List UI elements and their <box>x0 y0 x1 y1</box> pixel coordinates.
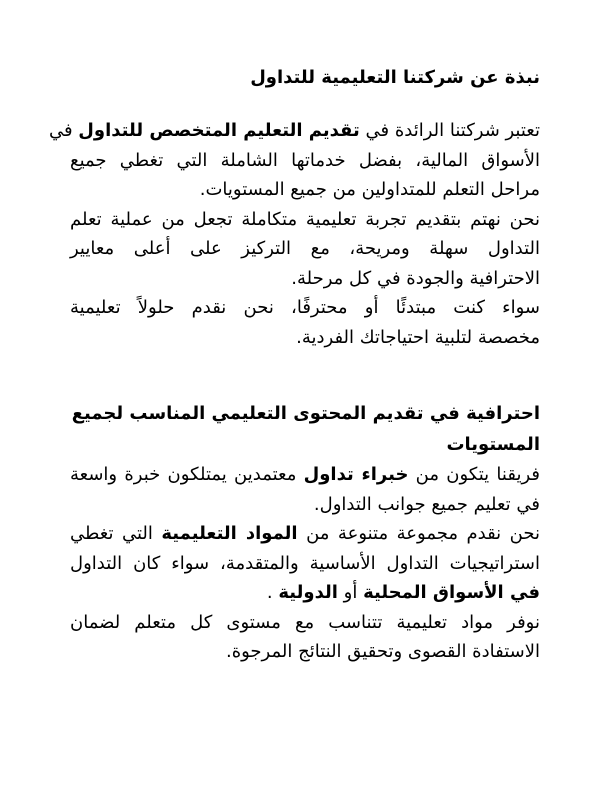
text-run: أو <box>337 582 364 603</box>
paragraph-line: استراتيجيات التداول الأساسية والمتقدمة، سواء كان التداول <box>70 552 540 574</box>
bold-text-run: تقديم التعليم المتخصص للتداول <box>78 120 360 141</box>
section-professional-heading-line: احترافية في تقديم المحتوى التعليمي المناسب لجميع <box>71 403 540 424</box>
bold-text-run: الدولية <box>278 582 338 603</box>
text-run: تعتبر شركتنا الرائدة في <box>359 120 540 141</box>
paragraph-line: الاحترافية والجودة في كل مرحلة. <box>291 267 540 289</box>
paragraph-line <box>70 519 540 549</box>
paragraph-line: سواء كنت مبتدئًا أو محترفًا، نحن نقدم حلولاً تعليمية <box>70 297 540 318</box>
paragraph-line <box>48 116 540 146</box>
paragraph-line <box>70 460 540 490</box>
bold-text-run: في الأسواق المحلية <box>363 582 540 603</box>
text-run: معتمدين يمتلكون خبرة واسعة <box>70 464 304 485</box>
bold-text-run: المواد التعليمية <box>161 523 298 544</box>
section-professional-heading-line: المستويات <box>446 434 540 455</box>
section-about-paragraph <box>48 116 540 352</box>
section-professional-paragraph <box>70 460 540 667</box>
section-about-heading: نبذة عن شركتنا التعليمية للتداول <box>250 67 540 88</box>
paragraph-line: مخصصة لتلبية احتياجاتك الفردية. <box>296 326 540 348</box>
text-run: نحن نقدم مجموعة متنوعة من <box>297 523 541 544</box>
paragraph-line: الأسواق المالية، بفضل خدماتها الشاملة التي تغطي جميع <box>70 149 540 171</box>
paragraph-line: نوفر مواد تعليمية تتناسب مع مستوى كل متعلم لضمان <box>70 611 540 633</box>
text-run: التي تغطي <box>70 523 162 544</box>
paragraph-line: في تعليم جميع جوانب التداول. <box>313 493 540 515</box>
bold-text-run: خبراء تداول <box>303 464 409 485</box>
paragraph-line: نحن نهتم بتقديم تجربة تعليمية متكاملة تجعل من عملية تعلم <box>70 208 540 230</box>
section-about-heading-block <box>70 62 540 93</box>
paragraph-line: التداول سهلة ومريحة، مع التركيز على أعلى معايير <box>70 238 540 259</box>
paragraph-line <box>70 578 540 608</box>
section-professional-heading-block <box>70 398 540 460</box>
paragraph-line: مراحل التعلم للمتداولين من جميع المستويات. <box>199 179 540 200</box>
text-run: . <box>266 582 279 603</box>
paragraph-line: الاستفادة القصوى وتحقيق النتائج المرجوة. <box>225 641 540 662</box>
text-run: فريقنا يتكون من <box>408 464 540 485</box>
text-run: في <box>48 120 79 141</box>
